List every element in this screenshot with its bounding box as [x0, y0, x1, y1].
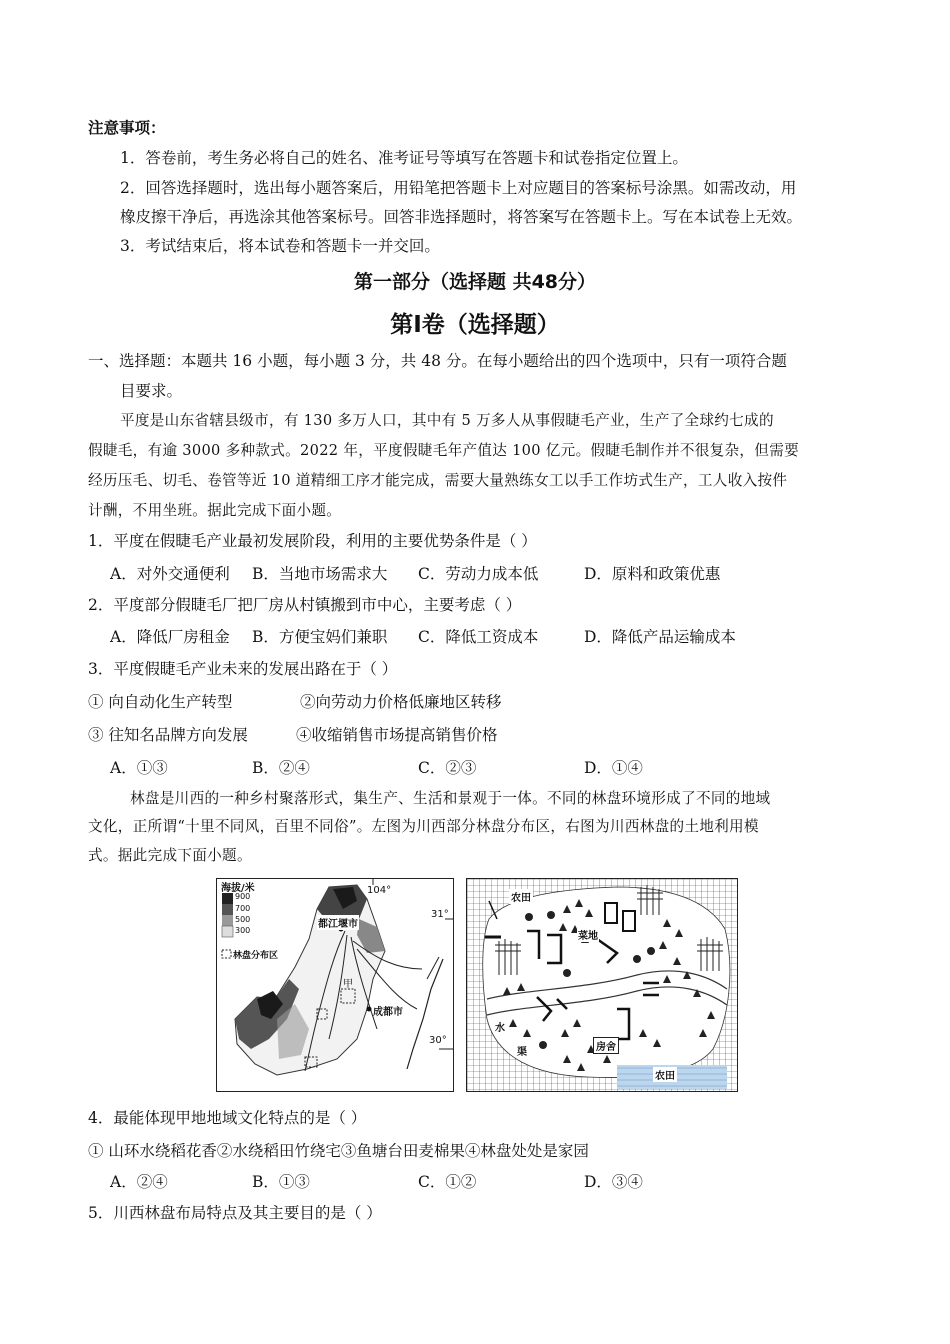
longitude-label: 104°	[367, 885, 392, 896]
linpan-land-use-diagram	[466, 878, 738, 1092]
section-heading-line1: 一、选择题：本题共 16 小题，每小题 3 分，共 48 分。在每小题给出的四个选项中，只有一项符合题	[88, 352, 787, 370]
q2-stem: 2．平度部分假睫毛厂把厂房从村镇搬到市中心，主要考虑（ ）	[88, 596, 522, 614]
linpan-distribution-map-drawing	[217, 879, 453, 1091]
river-east-branch	[427, 957, 439, 979]
q3-option-a[interactable]: A．①③	[110, 759, 168, 777]
q1-option-a[interactable]: A．对外交通便利	[110, 565, 230, 583]
q3-statement-4: ④收缩销售市场提高销售价格	[296, 726, 498, 744]
legend-level-500: 500	[235, 915, 251, 924]
q3-statement-3: ③ 往知名品牌方向发展	[88, 726, 248, 744]
passage2-line1: 林盘是川西的一种乡村聚落形式，集生产、生活和景观于一体。不同的林盘环境形成了不同的地域	[130, 790, 771, 807]
legend-linpan-symbol	[222, 950, 231, 958]
linpan-land-use-drawing	[467, 879, 737, 1091]
label-farmland-top: 农田	[509, 889, 533, 904]
passage1-line3: 经历压毛、切毛、卷管等近 10 道精细工序才能完成，需要大量熟练女工以手工作坊式生产，工人收入按件	[88, 472, 788, 489]
label-vegetable-plot: 菜地	[577, 927, 599, 942]
label-house: 房舍	[593, 1037, 619, 1054]
q1-stem: 1．平度在假睫毛产业最初发展阶段，利用的主要优势条件是（ ）	[88, 532, 537, 550]
city-label-dujiangyan: 都江堰市	[317, 915, 359, 930]
q2-option-c[interactable]: C．降低工资成本	[418, 628, 539, 646]
legend-swatch-900	[222, 893, 233, 904]
q2-option-b[interactable]: B．方便宝妈们兼职	[252, 628, 388, 646]
legend-swatch-500	[222, 915, 233, 926]
notice-item-2: 2．回答选择题时，选出每小题答案后，用铅笔把答题卡上对应题目的答案标号涂黑。如需改动，用	[120, 179, 797, 197]
legend-level-900: 900	[235, 892, 251, 901]
legend-title: 海拔/米	[221, 883, 255, 894]
passage2-line2: 文化，正所谓“十里不同风，百里不同俗”。左图为川西部分林盘分布区，右图为川西林盘的土地利用模	[88, 818, 759, 835]
q4-stem: 4．最能体现甲地地域文化特点的是（ ）	[88, 1109, 367, 1127]
q2-option-d[interactable]: D．降低产品运输成本	[584, 628, 736, 646]
q5-stem: 5．川西林盘布局特点及其主要目的是（ ）	[88, 1204, 382, 1222]
volume-title: 第Ⅰ卷（选择题）	[390, 312, 560, 338]
legend-level-700: 700	[235, 904, 251, 913]
q1-option-d[interactable]: D．原料和政策优惠	[584, 565, 721, 583]
legend-swatch-700	[222, 904, 233, 915]
notice-title: 注意事项：	[88, 119, 166, 137]
linpan-distribution-map	[216, 878, 454, 1092]
city-dot-chengdu	[367, 1007, 372, 1012]
legend-linpan-label: 林盘分布区	[233, 951, 279, 961]
river-east	[407, 959, 443, 1069]
terrain-region	[235, 885, 385, 1075]
q1-option-b[interactable]: B．当地市场需求大	[252, 565, 388, 583]
city-label-chengdu: 成都市	[373, 1007, 403, 1018]
q4-statements: ① 山环水绕稻花香②水绕稻田竹绕宅③鱼塘台田麦棉果④林盘处处是家园	[88, 1142, 589, 1160]
q3-option-b[interactable]: B．②④	[252, 759, 310, 777]
passage1-line1: 平度是山东省辖县级市，有 130 多万人口，其中有 5 万多人从事假睫毛产业，生产了全球约七成的	[120, 412, 774, 429]
notice-item-1: 1．答卷前，考生务必将自己的姓名、准考证号等填写在答题卡和试卷指定位置上。	[120, 149, 688, 167]
passage2-line3: 式。据此完成下面小题。	[88, 847, 252, 864]
legend-level-300: 300	[235, 926, 251, 935]
q3-statement-1: ① 向自动化生产转型	[88, 693, 233, 711]
q4-option-a[interactable]: A．②④	[110, 1173, 168, 1191]
notice-item-3: 3．考试结束后，将本试卷和答题卡一并交回。	[120, 237, 440, 255]
q3-statement-2: ②向劳动力价格低廉地区转移	[300, 693, 502, 711]
q4-option-d[interactable]: D．③④	[584, 1173, 643, 1191]
area-mark-jia: 甲	[343, 979, 353, 990]
label-canal-1: 水	[495, 1023, 505, 1034]
part-title: 第一部分（选择题 共48分）	[353, 271, 597, 293]
q2-option-a[interactable]: A．降低厂房租金	[110, 628, 230, 646]
latitude-top-label: 31°	[431, 909, 449, 920]
q3-stem: 3．平度假睫毛产业未来的发展出路在于（ ）	[88, 660, 398, 678]
label-farmland-bottom: 农田	[653, 1067, 677, 1082]
label-canal-2: 渠	[517, 1047, 527, 1058]
q1-option-c[interactable]: C．劳动力成本低	[418, 565, 539, 583]
passage1-line2: 假睫毛，有逾 3000 多种款式。2022 年，平度假睫毛年产值达 100 亿元。假睫毛制作并不很复杂，但需要	[88, 442, 799, 459]
section-heading-line2: 目要求。	[120, 382, 183, 400]
q3-option-c[interactable]: C．②③	[418, 759, 477, 777]
q4-option-b[interactable]: B．①③	[252, 1173, 310, 1191]
q4-option-c[interactable]: C．①②	[418, 1173, 477, 1191]
latitude-bottom-label: 30°	[429, 1035, 447, 1046]
notice-item-2-cont: 橡皮擦干净后，再选涂其他答案标号。回答非选择题时，将答案写在答题卡上。写在本试卷上无效。	[120, 208, 803, 226]
q3-option-d[interactable]: D．①④	[584, 759, 643, 777]
passage1-line4: 计酬，不用坐班。据此完成下面小题。	[88, 502, 342, 519]
legend-swatch-300	[222, 926, 233, 937]
